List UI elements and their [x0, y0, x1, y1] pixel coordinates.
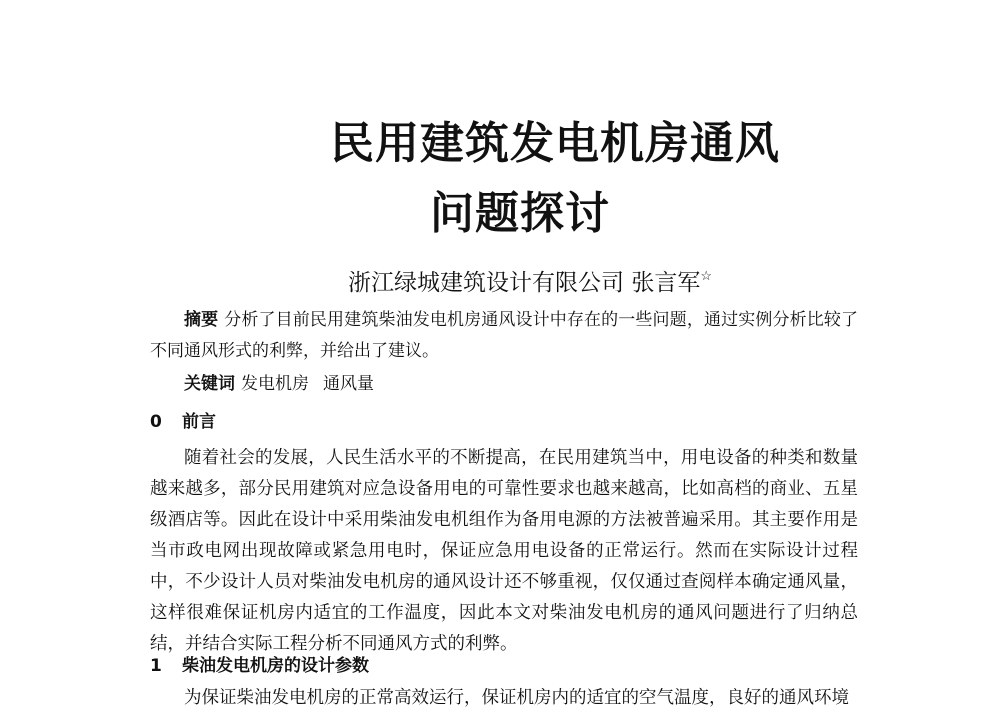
section-heading — [150, 410, 216, 434]
section-title: 柴油发电机房的设计参数 — [182, 656, 369, 676]
organization: 浙江绿城建筑设计有限公司 — [348, 270, 625, 296]
author-footnote-mark: ☆ — [700, 269, 712, 284]
abstract-label: 摘要 — [184, 310, 219, 330]
section-number: 1 — [150, 656, 162, 676]
keyword: 通风量 — [323, 374, 374, 394]
abstract-text: 分析了目前民用建筑柴油发电机房通风设计中存在的一些问题，通过实例分析比较了不同通风形式的利弊，并给出了建议。 — [150, 310, 859, 361]
author-name: 张言军 — [631, 270, 701, 296]
abstract — [150, 305, 858, 367]
keyword: 发电机房 — [241, 374, 309, 394]
section-paragraph: 随着社会的发展，人民生活水平的不断提高，在民用建筑当中，用电设备的种类和数量越来越多，部分民用建筑对应急设备用电的可靠性要求也越来越高，比如高档的商业、五星级酒店等。因此在设计中采用柴油发电机组作为备用电源的方法被普遍采用。其主要作用是当市政电网出现故障或紧急用电时，保证应急用电设备的正常运行。然而在实际设计过程中，不少设计人员对柴油发电机房的通风设计还不够重视，仅仅通过查阅样本确定通风量，这样很难保证机房内适宜的工作温度，因此本文对柴油发电机房的通风问题进行了归纳总结，并结合实际工程分析不同通风方式的利弊。 — [150, 448, 858, 654]
author-affiliation — [0, 262, 1000, 298]
paper-title-line-1: 民用建筑发电机房通风 — [330, 118, 780, 169]
keywords — [150, 369, 858, 400]
keywords-label: 关键词 — [184, 374, 235, 394]
section-number: 0 — [150, 412, 162, 432]
section-heading — [150, 654, 369, 678]
section-paragraph: 为保证柴油发电机房的正常高效运行，保证机房内的适宜的空气温度，良好的通风环境 — [184, 688, 849, 708]
section-title: 前言 — [182, 412, 216, 432]
paper-title-line-2: 问题探讨 — [430, 188, 610, 239]
